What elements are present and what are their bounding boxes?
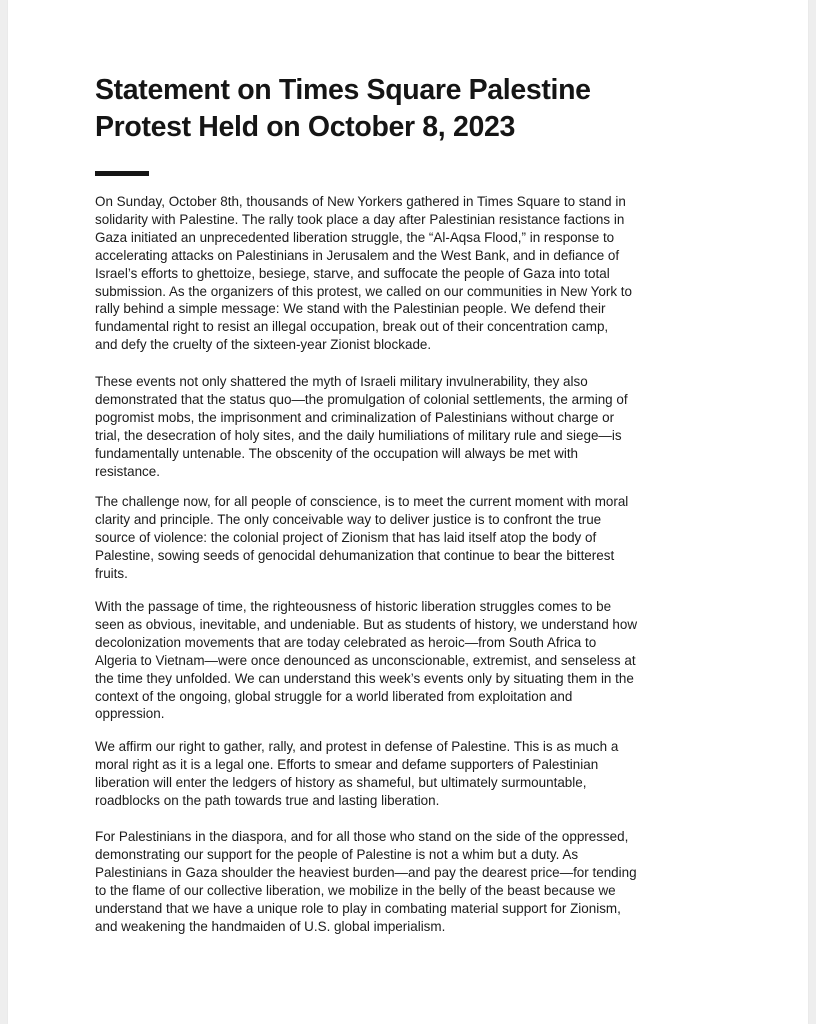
paragraph-line: resistance.	[95, 463, 160, 479]
paragraph-line: Palestinians in Gaza shoulder the heaviest burden—and pay the dearest price—for tending	[95, 864, 637, 880]
paragraph-line: trial, the desecration of holy sites, and the daily humiliations of military rule and siege—is	[95, 427, 622, 443]
paragraph-line: decolonization movements that are today celebrated as heroic—from South Africa to	[95, 634, 597, 650]
paragraph-line: seen as obvious, inevitable, and undeniable. But as students of history, we understand how	[95, 616, 638, 632]
paragraph-line: demonstrating our support for the people of Palestine is not a whim but a duty. As	[95, 846, 579, 862]
paragraph-line: liberation will enter the ledgers of history as shameful, but ultimately surmountable,	[95, 774, 587, 790]
paragraph-line: source of violence: the colonial project of Zionism that has laid itself atop the body of	[95, 529, 597, 545]
title-line: Statement on Times Square Palestine	[95, 74, 591, 106]
paragraph-line: Palestine, sowing seeds of genocidal dehumanization that continue to bear the bitterest	[95, 547, 615, 563]
title-line: Protest Held on October 8, 2023	[95, 111, 515, 143]
paragraph	[95, 598, 735, 723]
paragraph	[95, 373, 735, 480]
paragraph-line: fruits.	[95, 565, 128, 581]
title-divider	[95, 171, 149, 176]
paragraph-line: to the flame of our collective liberation, we mobilize in the belly of the beast because we	[95, 882, 616, 898]
paragraph-line: clarity and principle. The only conceivable way to deliver justice is to confront the true	[95, 511, 602, 527]
paragraph-line: and weakening the handmaiden of U.S. global imperialism.	[95, 918, 446, 934]
paragraph-line: the time they unfolded. We can understand this week’s events only by situating them in the	[95, 670, 634, 686]
paragraph	[95, 828, 735, 935]
paragraph-line: fundamental right to resist an illegal occupation, break out of their concentration camp,	[95, 319, 609, 335]
paragraph-line: The challenge now, for all people of conscience, is to meet the current moment with moral	[95, 494, 629, 509]
paragraph-line: demonstrated that the status quo—the promulgation of colonial settlements, the arming of	[95, 391, 628, 407]
paragraph-line: and defy the cruelty of the sixteen-year Zionist blockade.	[95, 337, 432, 353]
paragraph-line: Gaza initiated an unprecedented liberation struggle, the “Al-Aqsa Flood,” in response to	[95, 229, 615, 245]
paragraph	[95, 193, 735, 354]
paragraph-line: Israel’s efforts to ghettoize, besiege, starve, and suffocate the people of Gaza into total	[95, 265, 610, 281]
document-title	[95, 72, 735, 146]
paragraph-line: rally behind a simple message: We stand with the Palestinian people. We defend their	[95, 301, 606, 317]
paragraph-line: We affirm our right to gather, rally, and protest in defense of Palestine. This is as much a	[95, 739, 619, 754]
paragraph-line: roadblocks on the path towards true and lasting liberation.	[95, 792, 440, 808]
paragraph-line: accelerating attacks on Palestinians in Jerusalem and the West Bank, and in defiance of	[95, 247, 620, 263]
document-page	[8, 0, 808, 1024]
paragraph-line: oppression.	[95, 706, 165, 722]
paragraph-line: moral right as it is a legal one. Efforts to smear and defame supporters of Palestinian	[95, 756, 599, 772]
paragraph-line: solidarity with Palestine. The rally took place a day after Palestinian resistance factions in	[95, 211, 625, 227]
paragraph-line: submission. As the organizers of this protest, we called on our communities in New York to	[95, 283, 633, 299]
paragraph-line: Algeria to Vietnam—were once denounced as unconscionable, extremist, and senseless at	[95, 652, 636, 668]
paragraph-line: These events not only shattered the myth of Israeli military invulnerability, they also	[95, 374, 588, 389]
paragraph	[95, 493, 735, 583]
paragraph-line: context of the ongoing, global struggle for a world liberated from exploitation and	[95, 688, 573, 704]
paragraph-line: pogromist mobs, the imprisonment and criminalization of Palestinians without charge or	[95, 409, 615, 425]
paragraph-line: fundamentally untenable. The obscenity of the occupation will always be met with	[95, 445, 579, 461]
paragraph-line: understand that we have a unique role to play in combating material support for Zionism,	[95, 900, 621, 916]
paragraph-line: With the passage of time, the righteousness of historic liberation struggles comes to be	[95, 599, 612, 614]
paragraph-line: On Sunday, October 8th, thousands of New Yorkers gathered in Times Square to stand in	[95, 194, 626, 209]
paragraph	[95, 738, 735, 810]
paragraph-line: For Palestinians in the diaspora, and for all those who stand on the side of the oppressed,	[95, 829, 629, 844]
